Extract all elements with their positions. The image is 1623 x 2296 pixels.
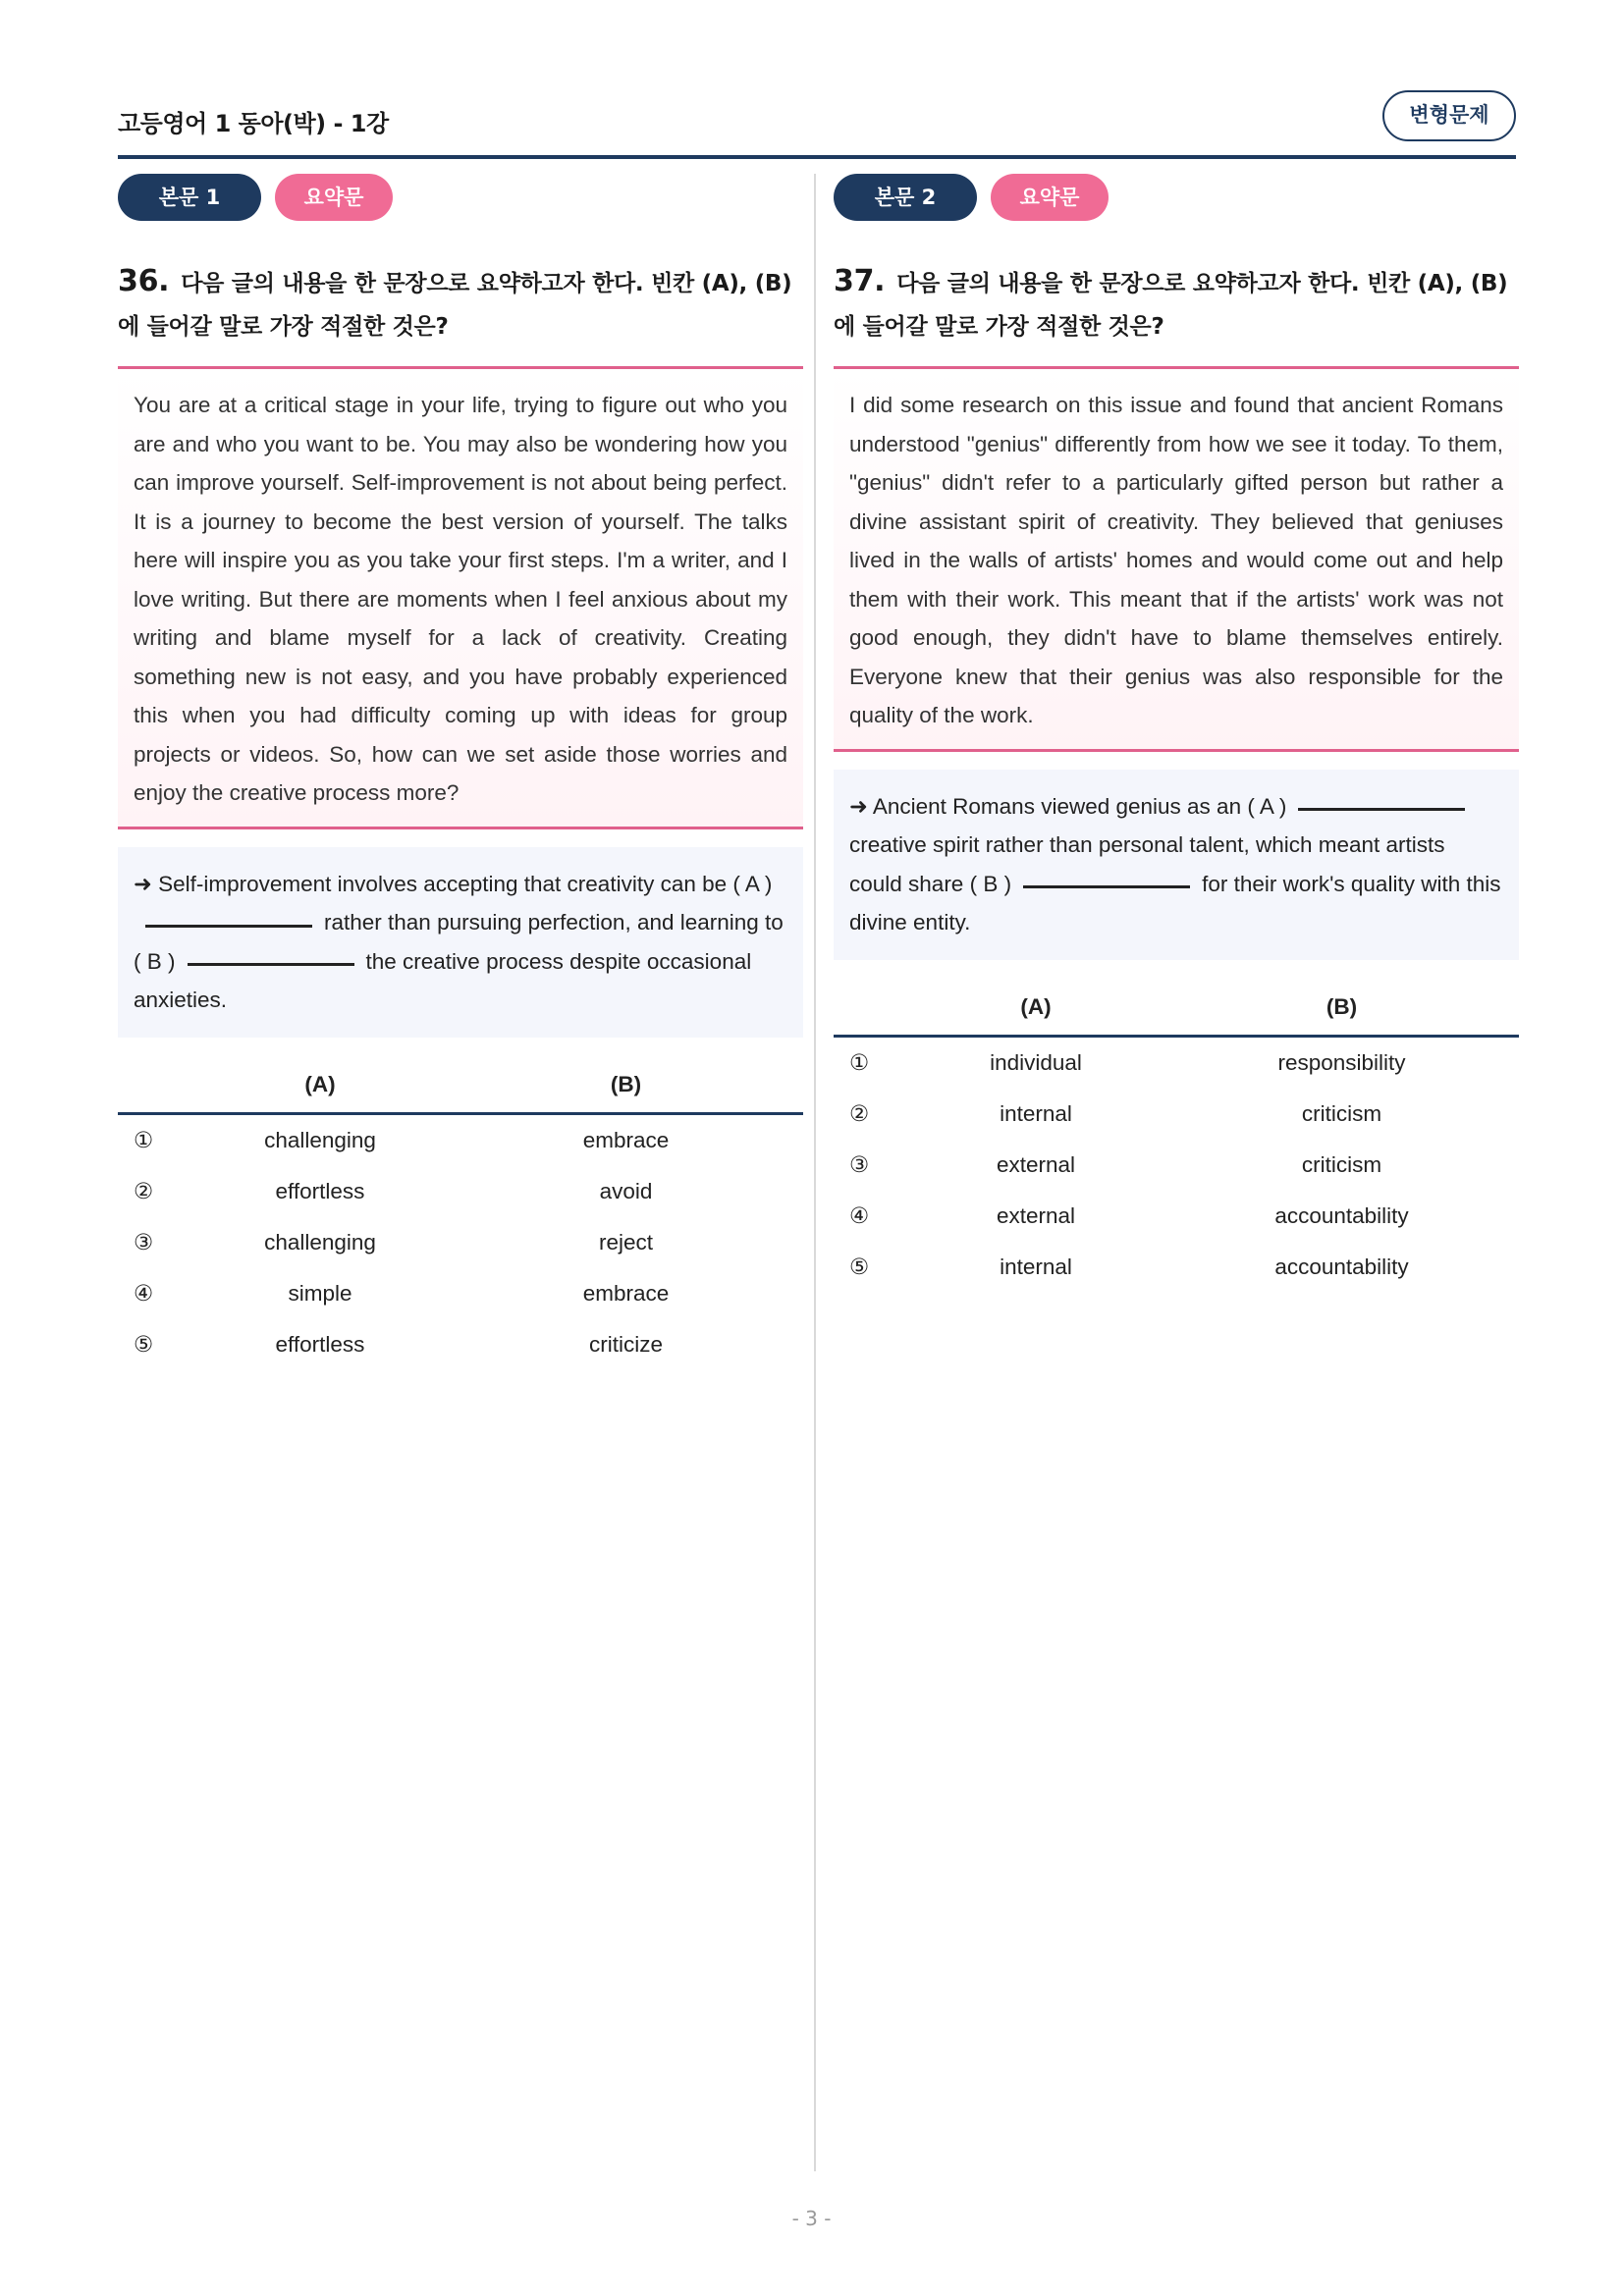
page-header <box>118 90 1516 159</box>
choices-header-a: (A) <box>907 980 1164 1037</box>
question-number: 37. <box>834 264 886 298</box>
choice-b: accountability <box>1274 1254 1409 1279</box>
summary-part-3: for their work's quality with this divine entity. <box>849 871 1501 934</box>
summary-part-1: ➜ Self-improvement involves accepting that creativity can be ( A ) <box>134 871 773 896</box>
passage-tag: 본문 1 <box>118 174 261 221</box>
choice-row[interactable] <box>834 1242 1519 1293</box>
choice-a: challenging <box>264 1127 376 1152</box>
summary-part-3: the creative process despite occasional anxieties. <box>134 948 752 1012</box>
choice-number: ③ <box>134 1229 154 1255</box>
summary-box <box>834 770 1519 960</box>
choice-number: ⑤ <box>134 1331 154 1357</box>
choice-row[interactable] <box>118 1217 803 1268</box>
choices-header-b: (B) <box>1164 980 1519 1037</box>
type-tag: 요약문 <box>275 174 393 221</box>
choice-row[interactable] <box>118 1268 803 1319</box>
choice-row[interactable] <box>118 1319 803 1370</box>
choice-a: internal <box>1000 1254 1072 1279</box>
choice-a: internal <box>1000 1100 1072 1126</box>
left-column <box>118 174 803 1370</box>
blank-a <box>1298 804 1465 811</box>
choice-a: challenging <box>264 1229 376 1255</box>
tag-row <box>118 174 803 223</box>
choice-a: external <box>996 1151 1076 1177</box>
variant-badge: 변형문제 <box>1382 90 1516 141</box>
choices-header-a: (A) <box>191 1057 449 1114</box>
choice-b: criticism <box>1301 1100 1382 1126</box>
summary-part-1: ➜ Ancient Romans viewed genius as an ( A ) <box>849 793 1287 819</box>
passage-tag: 본문 2 <box>834 174 977 221</box>
right-column <box>834 174 1519 1293</box>
choice-number: ② <box>849 1100 870 1126</box>
choice-b: criticize <box>588 1331 663 1357</box>
choice-a: effortless <box>275 1178 365 1203</box>
choice-b: accountability <box>1274 1202 1409 1228</box>
choice-row[interactable] <box>834 1089 1519 1140</box>
choice-a: simple <box>288 1280 352 1306</box>
choice-b: responsibility <box>1277 1049 1406 1075</box>
choices-header-num <box>118 1057 191 1114</box>
question-stem <box>834 260 1519 348</box>
choice-number: ④ <box>849 1202 870 1228</box>
summary-part-2: rather than pursuing perfection, and learning to ( B ) <box>134 910 784 974</box>
choice-b: embrace <box>582 1280 670 1306</box>
choice-a: individual <box>990 1049 1082 1075</box>
choice-b: embrace <box>582 1127 670 1152</box>
blank-a <box>145 921 312 928</box>
choices-header-num <box>834 980 907 1037</box>
question-text: 다음 글의 내용을 한 문장으로 요약하고자 한다. 빈칸 (A), (B)에 들어갈 말로 가장 적절한 것은? <box>118 271 792 340</box>
choices-header-b: (B) <box>449 1057 803 1114</box>
choice-number: ② <box>134 1178 154 1203</box>
page-number: - 3 - <box>791 2207 832 2230</box>
question-stem <box>118 260 803 348</box>
tag-row <box>834 174 1519 223</box>
choice-row[interactable] <box>834 1140 1519 1191</box>
choices-header-row <box>834 980 1519 1037</box>
question-number: 36. <box>118 264 170 298</box>
choice-b: reject <box>598 1229 654 1255</box>
choices-header-row <box>118 1057 803 1114</box>
summary-part-2: creative spirit rather than personal talent, which meant artists could share ( B ) <box>849 832 1445 896</box>
choice-row[interactable] <box>118 1113 803 1166</box>
blank-b <box>1023 881 1190 888</box>
choice-number: ⑤ <box>849 1254 870 1279</box>
column-divider <box>814 174 816 2171</box>
page-title: 고등영어 1 동아(박) - 1강 <box>118 110 389 137</box>
choice-row[interactable] <box>118 1166 803 1217</box>
question-text: 다음 글의 내용을 한 문장으로 요약하고자 한다. 빈칸 (A), (B)에 들어갈 말로 가장 적절한 것은? <box>834 271 1508 340</box>
choice-number: ① <box>134 1127 154 1152</box>
blank-b <box>188 959 354 966</box>
answer-choices-table <box>118 1057 803 1370</box>
choice-a: external <box>996 1202 1076 1228</box>
choice-number: ④ <box>134 1280 154 1306</box>
type-tag: 요약문 <box>991 174 1109 221</box>
passage-text: I did some research on this issue and found that ancient Romans understood "genius" differently from how we see it today. To them, "genius" didn't refer to a particularly gifted person but rather a divine assistant spirit of creativity. They believed that geniuses lived in the walls of artists' homes and would come out and help them with their work. This meant that if the artists' work was not good enough, they didn't have to blame themselves entirely. Everyone knew that their genius was also responsible for the quality of the work. <box>834 366 1519 752</box>
choice-b: criticism <box>1301 1151 1382 1177</box>
passage-text: You are at a critical stage in your life, trying to figure out who you are and who you want to be. You may also be wondering how you can improve yourself. Self-improvement is not about being perfect. It is a journey to become the best version of yourself. The talks here will inspire you as you take your first steps. I'm a writer, and I love writing. But there are moments when I feel anxious about my writing and blame myself for a lack of creativity. Creating something new is not easy, and you have probably experienced this when you had difficulty coming up with ideas for group projects or videos. So, how can we set aside those worries and enjoy the creative process more? <box>118 366 803 829</box>
choice-row[interactable] <box>834 1036 1519 1089</box>
choice-b: avoid <box>599 1178 653 1203</box>
answer-choices-table <box>834 980 1519 1293</box>
choice-row[interactable] <box>834 1191 1519 1242</box>
choice-number: ③ <box>849 1151 870 1177</box>
choice-a: effortless <box>275 1331 365 1357</box>
header-rule <box>118 155 1516 159</box>
summary-box <box>118 847 803 1038</box>
choice-number: ① <box>849 1049 870 1075</box>
